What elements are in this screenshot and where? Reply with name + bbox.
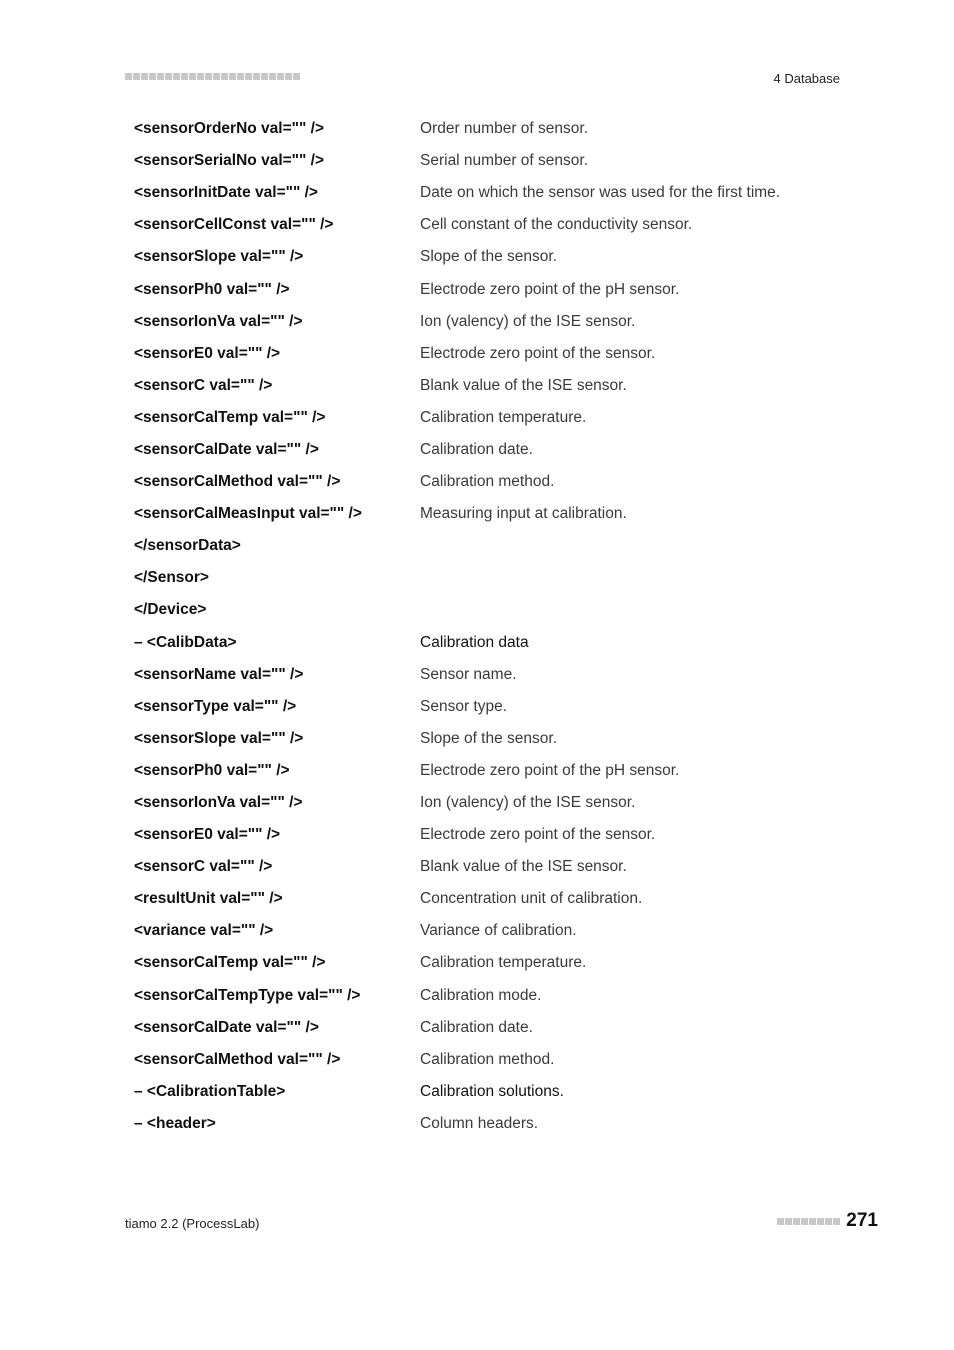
decoration-square [777, 1218, 784, 1225]
element-description: Measuring input at calibration. [420, 505, 627, 523]
decoration-square [229, 73, 236, 80]
decoration-square [189, 73, 196, 80]
element-description: Calibration mode. [420, 986, 542, 1004]
element-tag: <sensorSlope val="" /> [134, 248, 304, 266]
element-tag: <sensorIonVa val="" /> [134, 794, 303, 812]
decoration-square [269, 73, 276, 80]
decoration-square [221, 73, 228, 80]
element-tag: </Device> [134, 601, 207, 619]
element-description-table [134, 113, 834, 1140]
decoration-square [149, 73, 156, 80]
table-row [134, 851, 834, 883]
table-row [134, 627, 834, 659]
decoration-square [245, 73, 252, 80]
table-row [134, 306, 834, 338]
element-description: Variance of calibration. [420, 922, 577, 940]
table-row [134, 338, 834, 370]
decoration-square [817, 1218, 824, 1225]
element-tag: <sensorOrderNo val="" /> [134, 120, 325, 138]
element-tag: <sensorCalDate val="" /> [134, 440, 319, 458]
table-row [134, 370, 834, 402]
element-description: Electrode zero point of the pH sensor. [420, 761, 680, 779]
table-row [134, 594, 834, 626]
table-row [134, 980, 834, 1012]
table-row [134, 145, 834, 177]
element-tag: <sensorE0 val="" /> [134, 344, 281, 362]
product-name: tiamo 2.2 (ProcessLab) [125, 1216, 260, 1231]
decoration-square [785, 1218, 792, 1225]
element-tag: <sensorInitDate val="" /> [134, 184, 318, 202]
element-tag: <sensorCalMethod val="" /> [134, 473, 341, 491]
page-footer [777, 1210, 878, 1232]
element-description: Sensor name. [420, 665, 517, 683]
table-row [134, 1108, 834, 1140]
element-description: Column headers. [420, 1114, 539, 1132]
element-description: Slope of the sensor. [420, 729, 558, 747]
decoration-square [141, 73, 148, 80]
table-row [134, 241, 834, 273]
decoration-square [205, 73, 212, 80]
element-description: Serial number of sensor. [420, 152, 589, 170]
element-tag: </sensorData> [134, 537, 241, 555]
element-tag: <sensorE0 val="" /> [134, 826, 281, 844]
element-description: Calibration temperature. [420, 408, 587, 426]
header-decoration [125, 73, 300, 83]
decoration-square [133, 73, 140, 80]
element-description: Ion (valency) of the ISE sensor. [420, 794, 636, 812]
element-tag: <sensorPh0 val="" /> [134, 761, 290, 779]
table-row [134, 209, 834, 241]
element-tag: – <header> [134, 1114, 216, 1132]
element-tag: <sensorCalDate val="" /> [134, 1018, 319, 1036]
table-row [134, 434, 834, 466]
decoration-square [173, 73, 180, 80]
element-tag: <variance val="" /> [134, 922, 274, 940]
decoration-square [181, 73, 188, 80]
element-description: Calibration temperature. [420, 954, 587, 972]
decoration-square [793, 1218, 800, 1225]
element-description: Calibration method. [420, 1050, 555, 1068]
element-description: Ion (valency) of the ISE sensor. [420, 312, 636, 330]
element-tag: <sensorCalMethod val="" /> [134, 1050, 341, 1068]
element-tag: <sensorType val="" /> [134, 697, 297, 715]
decoration-square [293, 73, 300, 80]
element-description: Order number of sensor. [420, 120, 588, 138]
element-tag: – <CalibData> [134, 633, 237, 651]
table-row [134, 659, 834, 691]
chapter-title: 4 Database [773, 71, 840, 86]
element-tag: <sensorIonVa val="" /> [134, 312, 303, 330]
element-tag: <sensorSerialNo val="" /> [134, 152, 325, 170]
element-description: Slope of the sensor. [420, 248, 558, 266]
table-row [134, 1044, 834, 1076]
decoration-square [165, 73, 172, 80]
element-tag: <sensorC val="" /> [134, 858, 273, 876]
element-tag: <sensorCalTemp val="" /> [134, 408, 326, 426]
table-row [134, 1076, 834, 1108]
element-description: Calibration method. [420, 473, 555, 491]
table-row [134, 915, 834, 947]
element-description: Cell constant of the conductivity sensor. [420, 216, 693, 234]
decoration-square [237, 73, 244, 80]
decoration-square [801, 1218, 808, 1225]
decoration-square [213, 73, 220, 80]
element-description: Blank value of the ISE sensor. [420, 376, 627, 394]
table-row [134, 883, 834, 915]
decoration-square [197, 73, 204, 80]
decoration-square [277, 73, 284, 80]
decoration-square [157, 73, 164, 80]
element-tag: <sensorCalTemp val="" /> [134, 954, 326, 972]
decoration-square [825, 1218, 832, 1225]
element-description: Date on which the sensor was used for the first time. [420, 184, 781, 202]
element-description: Calibration solutions. [420, 1082, 564, 1100]
element-tag: – <CalibrationTable> [134, 1082, 286, 1100]
element-description: Electrode zero point of the pH sensor. [420, 280, 680, 298]
element-description: Electrode zero point of the sensor. [420, 826, 656, 844]
table-row [134, 1012, 834, 1044]
element-tag: <sensorCellConst val="" /> [134, 216, 334, 234]
table-row [134, 755, 834, 787]
table-row [134, 530, 834, 562]
table-row [134, 113, 834, 145]
table-row [134, 947, 834, 979]
table-row [134, 273, 834, 305]
table-row [134, 402, 834, 434]
table-row [134, 498, 834, 530]
decoration-square [285, 73, 292, 80]
decoration-square [833, 1218, 840, 1225]
element-tag: <sensorCalMeasInput val="" /> [134, 505, 362, 523]
footer-decoration [777, 1218, 840, 1225]
element-tag: <resultUnit val="" /> [134, 890, 283, 908]
table-row [134, 787, 834, 819]
decoration-square [253, 73, 260, 80]
element-tag: <sensorCalTempType val="" /> [134, 986, 361, 1004]
element-description: Sensor type. [420, 697, 508, 715]
table-row [134, 466, 834, 498]
element-description: Calibration date. [420, 440, 533, 458]
element-description: Calibration date. [420, 1018, 533, 1036]
element-tag: <sensorC val="" /> [134, 376, 273, 394]
element-tag: <sensorSlope val="" /> [134, 729, 304, 747]
element-tag: <sensorPh0 val="" /> [134, 280, 290, 298]
element-description: Blank value of the ISE sensor. [420, 858, 627, 876]
element-description: Electrode zero point of the sensor. [420, 344, 656, 362]
table-row [134, 177, 834, 209]
decoration-square [809, 1218, 816, 1225]
element-description: Concentration unit of calibration. [420, 890, 643, 908]
table-row [134, 819, 834, 851]
page-number: 271 [846, 1210, 878, 1231]
decoration-square [125, 73, 132, 80]
element-description: Calibration data [420, 633, 529, 651]
table-row [134, 723, 834, 755]
element-tag: <sensorName val="" /> [134, 665, 304, 683]
element-tag: </Sensor> [134, 569, 209, 587]
table-row [134, 691, 834, 723]
table-row [134, 562, 834, 594]
decoration-square [261, 73, 268, 80]
